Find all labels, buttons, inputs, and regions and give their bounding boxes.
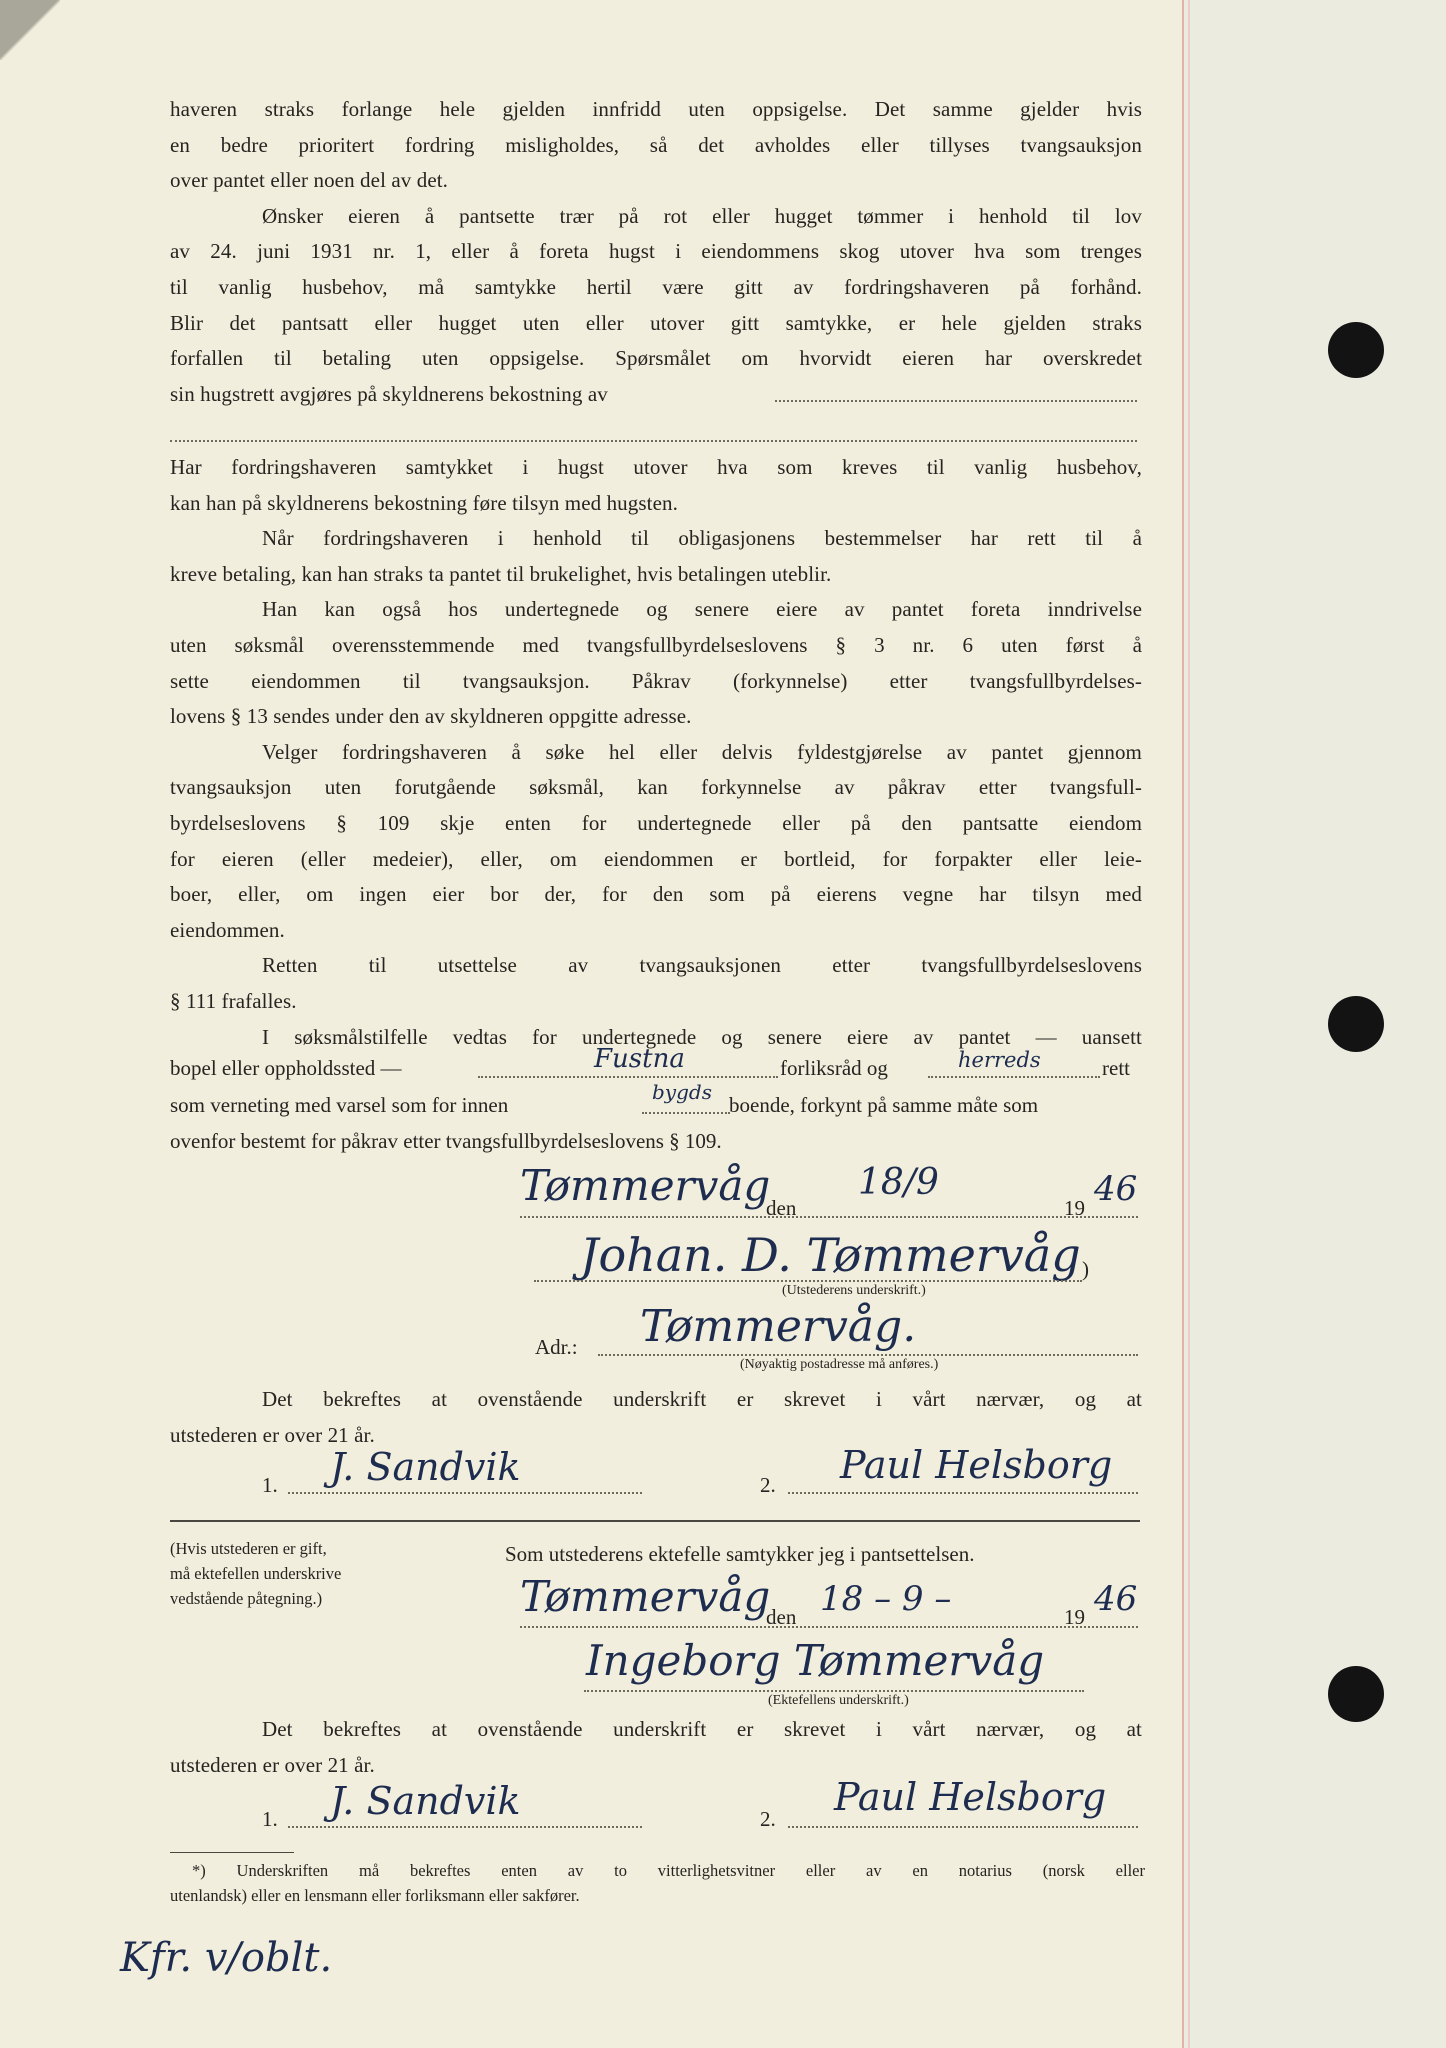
p7-line1: Retten til utsettelse av tvangsauksjonen etter tvangsfullbyrdelseslovens (262, 953, 1142, 978)
venue-line2-b: forliksråd og (780, 1056, 888, 1080)
witness-2-line1: Det bekreftes at ovenstående underskrift er skrevet i vårt nærvær, og at (262, 1717, 1142, 1741)
p2-line2: av 24. juni 1931 nr. 1, eller å foreta hugst i eiendommens skog utover hva som trenges (170, 239, 1142, 264)
hw-date-2: 18 – 9 – (820, 1579, 952, 1619)
section-divider (170, 1520, 1140, 1522)
hw-witness-b-2: Paul Helsborg (834, 1775, 1107, 1819)
hw-place-1: Tømmervåg (520, 1161, 771, 1210)
issuer-caption: (Utstederens underskrift.) (782, 1283, 926, 1298)
address-caption: (Nøyaktig postadresse må anføres.) (740, 1357, 939, 1372)
footnote-rule (170, 1852, 294, 1853)
adr-label: Adr.: (535, 1335, 578, 1359)
footnote-line2: utenlandsk) eller en lensmann eller forliksmann eller sakfører. (170, 1886, 580, 1905)
hw-year-1: 46 (1094, 1169, 1138, 1209)
hw-year-2: 46 (1094, 1579, 1138, 1619)
footnote (170, 1858, 1145, 1908)
p3-line1: Har fordringshaveren samtykket i hugst utover hva som kreves til vanlig husbehov, (170, 455, 1142, 479)
spouse-note-line1: (Hvis utstederen er gift, (170, 1539, 327, 1558)
body-text-2 (170, 450, 1142, 1055)
hw-forliksrad-place: Fustna (594, 1044, 685, 1074)
p4-line2: kreve betaling, kan han straks ta pantet til brukelighet, hvis betalingen uteblir. (170, 561, 832, 586)
hw-witness-a-2: J. Sandvik (330, 1779, 521, 1823)
p2-line6: sin hugstrett avgjøres på skyldnerens bekostning av (170, 381, 608, 406)
signature-paren: ) (1082, 1257, 1089, 1281)
witness-2-label-b: 2. (760, 1807, 776, 1831)
p7-line2: § 111 frafalles. (170, 988, 297, 1013)
p1-line1: haveren straks forlange hele gjelden innfridd uten oppsigelse. Det samme gjelder hvis (170, 97, 1142, 121)
witness-1-line2: utstederen er over 21 år. (170, 1422, 375, 1447)
hw-place-2: Tømmervåg (520, 1572, 771, 1621)
hw-within: bygds (652, 1080, 712, 1104)
witness-text-2 (170, 1712, 1142, 1783)
p1-line3: over pantet eller noen del av det. (170, 168, 449, 193)
witness-2b-dotline (788, 1826, 1138, 1828)
hw-court-type: herreds (958, 1048, 1041, 1072)
punch-hole-top (1328, 322, 1384, 378)
p5-line4: lovens § 13 sendes under den av skyldneren oppgitte adresse. (170, 704, 692, 729)
footnote-line1: *) Underskriften må bekreftes enten av to vitterlighetsvitner eller av en notarius (norsk eller (192, 1861, 1145, 1880)
spouse-note-line2: må ektefellen underskrive (170, 1564, 342, 1583)
spouse-note (170, 1536, 430, 1611)
year-prefix-1: 19 (1064, 1196, 1085, 1220)
hw-spouse-signature: Ingeborg Tømmervåg (586, 1636, 1045, 1685)
hw-margin-note: Kfr. v/oblt. (120, 1935, 333, 1981)
witness-1-label-a: 1. (262, 1473, 278, 1497)
punch-hole-bottom (1328, 1666, 1384, 1722)
hw-date-1: 18/9 (858, 1162, 939, 1203)
venue-line3-a: som verneting med varsel som for innen (170, 1093, 509, 1117)
spouse-caption: (Ektefellens underskrift.) (768, 1693, 909, 1708)
p3-line2: kan han på skyldnerens bekostning føre tilsyn med hugsten. (170, 490, 678, 515)
witness-1a-dotline (288, 1492, 642, 1494)
p6-line5: boer, eller, om ingen eier bor der, for den som på eierens vegne har tilsyn med (170, 882, 1142, 907)
witness-1-label-b: 2. (760, 1473, 776, 1497)
punch-hole-middle (1328, 996, 1384, 1052)
margin-rule-inner (1188, 0, 1190, 2048)
venue-line4: ovenfor bestemt for påkrav etter tvangsfullbyrdelseslovens § 109. (170, 1129, 722, 1153)
p2-line1: Ønsker eieren å pantsette trær på rot eller hugget tømmer i henhold til lov (262, 203, 1142, 228)
p1-line2: en bedre prioritert fordring misligholdes, så det avholdes eller tillyses tvangsauksjon (170, 132, 1142, 157)
p6-line4: for eieren (eller medeier), eller, om eiendommen er bortleid, for forpakter eller leie- (170, 846, 1142, 871)
venue-line2-c: rett (1102, 1056, 1130, 1080)
venue-line3-b: boende, forkynt på samme måte som (729, 1093, 1039, 1117)
hw-witness-b-1: Paul Helsborg (840, 1443, 1113, 1487)
p6-line1: Velger fordringshaveren å søke hel eller delvis fyldestgjørelse av pantet gjennom (262, 739, 1142, 764)
p6-line6: eiendommen. (170, 917, 285, 942)
witness-1b-dotline (788, 1492, 1138, 1494)
p5-line2: uten søksmål overensstemmende med tvangsfullbyrdelseslovens § 3 nr. 6 uten først å (170, 632, 1142, 657)
p2-line5: forfallen til betaling uten oppsigelse. Spørsmålet om hvorvidt eieren har overskredet (170, 346, 1142, 371)
witness-2-line2: utstederen er over 21 år. (170, 1752, 375, 1777)
witness-2-label-a: 1. (262, 1807, 278, 1831)
venue-within-dotline (642, 1112, 730, 1114)
p5-line3: sette eiendommen til tvangsauksjon. Påkrav (forkynnelse) etter tvangsfullbyrdelses- (170, 668, 1142, 693)
venue-forliksrad-dotline (478, 1076, 778, 1078)
p6-line3: byrdelseslovens § 109 skje enten for undertegnede eller på den pantsatte eiendom (170, 810, 1142, 835)
hw-witness-a-1: J. Sandvik (330, 1445, 521, 1489)
margin-rule (1182, 0, 1184, 2048)
date-dotline-1 (520, 1216, 1138, 1218)
p8-line1: I søksmålstilfelle vedtas for undertegnede og senere eiere av pantet — uansett (262, 1024, 1142, 1049)
year-prefix-2: 19 (1064, 1605, 1085, 1629)
spouse-consent-text: Som utstederens ektefelle samtykker jeg i pantsettelsen. (505, 1542, 975, 1566)
p4-line1: Når fordringshaveren i henhold til obligasjonens bestemmelser har rett til å (262, 526, 1142, 551)
p2-line3: til vanlig husbehov, må samtykke hertil være gitt av fordringshaveren på forhånd. (170, 274, 1142, 299)
witness-2a-dotline (288, 1826, 642, 1828)
hw-address: Tømmervåg. (640, 1301, 917, 1352)
hw-issuer-signature: Johan. D. Tømmervåg (580, 1228, 1081, 1282)
venue-court-dotline (928, 1076, 1100, 1078)
date-den-label-1: den (766, 1196, 797, 1220)
date-dotline-2 (520, 1626, 1138, 1628)
p6-line2: tvangsauksjon uten forutgående søksmål, kan forkynnelse av påkrav etter tvangsfull- (170, 775, 1142, 800)
body-text (170, 92, 1142, 412)
page-edge-strip (1184, 0, 1446, 2048)
witness-1-line1: Det bekreftes at ovenstående underskrift er skrevet i vårt nærvær, og at (262, 1387, 1142, 1411)
hugst-dotline-1 (775, 400, 1137, 402)
hugst-dotline-2 (170, 440, 1137, 442)
spouse-note-line3: vedstående påtegning.) (170, 1589, 323, 1608)
venue-line2-a: bopel eller oppholdssted — (170, 1056, 402, 1080)
p2-line4: Blir det pantsatt eller hugget uten eller utover gitt samtykke, er hele gjelden straks (170, 310, 1142, 335)
p5-line1: Han kan også hos undertegnede og senere eiere av pantet foreta inndrivelse (262, 597, 1142, 622)
date-den-label-2: den (766, 1605, 797, 1629)
